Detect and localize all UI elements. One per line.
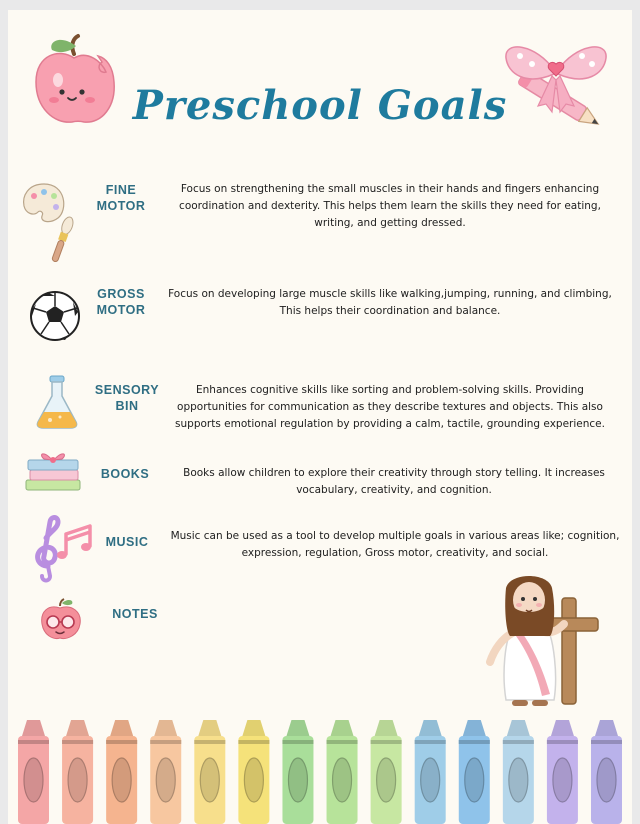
books-icon: [22, 450, 84, 492]
crayon: [106, 720, 137, 824]
jesus-cross-figure: [480, 566, 600, 712]
crayon: [194, 720, 225, 824]
sensory-bin-description: Enhances cognitive skills like sorting and problem-solving skills. Providing opportunities for communication as they describe textures and objects. This also supports emotional regulation by providing a calm, tactile, grounding experience.: [175, 384, 605, 430]
crayon: [62, 720, 93, 824]
crayon: [547, 720, 578, 824]
gross-motor-label: GROSS MOTOR: [96, 287, 146, 317]
paint-palette-icon: [20, 180, 80, 268]
crayon: [238, 720, 269, 824]
crayon: [150, 720, 181, 824]
crayon: [503, 720, 534, 824]
books-label: BOOKS: [100, 467, 150, 481]
crayon: [459, 720, 490, 824]
notes-label: NOTES: [112, 607, 158, 621]
page-title: Preschool Goals: [132, 82, 508, 129]
music-label: MUSIC: [105, 535, 149, 549]
bow-pencil-icon: [496, 34, 612, 134]
sensory-bin-label: SENSORY BIN: [94, 383, 160, 413]
fine-motor-label: FINE MOTOR: [96, 183, 146, 213]
gross-motor-description: Focus on developing large muscle skills like walking,jumping, running, and climbing, This helps their coordination and balance.: [168, 288, 612, 317]
crayon: [327, 720, 358, 824]
crayon: [591, 720, 622, 824]
crayon-row: [8, 716, 632, 824]
goals-page: [8, 10, 632, 824]
fine-motor-description: Focus on strengthening the small muscles in their hands and fingers enhancing coordination and dexterity. This helps them learn the skills they need for eating, writing, and getting dressed.: [179, 183, 601, 229]
crayon: [371, 720, 402, 824]
books-description: Books allow children to explore their creativity through story telling. It increases vocabulary, creativity, and cognition.: [183, 467, 605, 496]
apple-glasses-icon: [38, 598, 84, 642]
soccer-ball-icon: [29, 290, 81, 342]
crayon: [18, 720, 49, 824]
flask-icon: [34, 374, 80, 430]
music-description: Music can be used as a tool to develop multiple goals in various areas like; cognition, expression, regulation, Gross motor, creativity, and social.: [170, 530, 620, 559]
crayon: [415, 720, 446, 824]
crayon: [282, 720, 313, 824]
